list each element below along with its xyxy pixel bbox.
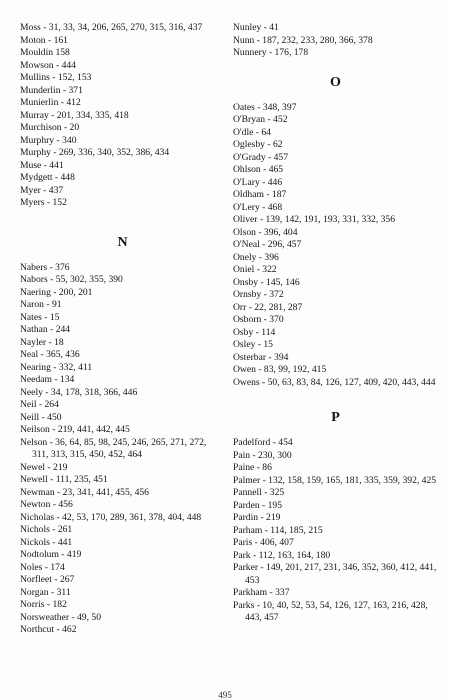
index-entry: Newel - 219 xyxy=(20,461,68,473)
index-column-right xyxy=(233,22,438,625)
index-entry: Needam - 134 xyxy=(20,374,75,385)
index-entry: Nates - 15 xyxy=(20,311,60,323)
index-entry: Myers - 152 xyxy=(20,197,67,208)
index-entry: Nelson - 36, 64, 85, 98, 245, 246, 265, 271, 272, 311, 313, 315, 450, 452, 464 xyxy=(20,436,207,460)
section-letter-heading: N xyxy=(117,234,128,250)
index-entry: Neilson - 219, 441, 442, 445 xyxy=(20,424,130,435)
index-entry: Parham - 114, 185, 215 xyxy=(233,524,323,536)
index-entry: Norgan - 311 xyxy=(20,586,71,598)
index-entry: O'Lary - 446 xyxy=(233,176,283,188)
index-entry: Munderlin - 371 xyxy=(20,84,83,96)
index-entry: Oglesby - 62 xyxy=(233,139,283,150)
index-entry: Parden - 195 xyxy=(233,499,283,511)
index-entry: Padelford - 454 xyxy=(233,437,293,448)
index-entry: Parks - 10, 40, 52, 53, 54, 126, 127, 163, 216, 428, 443, 457 xyxy=(233,599,428,623)
index-entry: O'Bryan - 452 xyxy=(233,114,288,125)
index-entry: Palmer - 132, 158, 159, 165, 181, 335, 359, 392, 425 xyxy=(233,474,437,486)
index-entry: Murchison - 20 xyxy=(20,122,80,133)
index-entry: Nunley - 41 xyxy=(233,22,279,33)
index-entry: Newell - 111, 235, 451 xyxy=(20,474,108,485)
index-column-left xyxy=(20,22,225,637)
index-entry: Northcut - 462 xyxy=(20,624,77,635)
index-entry: Olson - 396, 404 xyxy=(233,226,298,238)
index-entry: Orr - 22, 281, 287 xyxy=(233,301,303,313)
index-entry: Park - 112, 163, 164, 180 xyxy=(233,549,331,561)
index-entry: Oliver - 139, 142, 191, 193, 331, 332, 356 xyxy=(233,214,396,225)
index-entry: Mouldin 158 xyxy=(20,47,70,58)
index-entry: Oates - 348, 397 xyxy=(233,101,297,113)
index-entry: Nickols - 441 xyxy=(20,536,73,548)
index-entry: Naron - 91 xyxy=(20,299,62,310)
index-entry: Nayler - 18 xyxy=(20,336,64,348)
index-entry: Neil - 264 xyxy=(20,399,59,410)
index-entry: Mowson - 444 xyxy=(20,59,76,71)
index-entry: Oldham - 187 xyxy=(233,189,287,200)
index-entry: Nunn - 187, 232, 233, 280, 366, 378 xyxy=(233,34,373,46)
index-entry: Muse - 441 xyxy=(20,159,64,171)
index-entry: Nathan - 244 xyxy=(20,324,71,335)
index-entry: Mydgett - 448 xyxy=(20,172,75,183)
index-entry: Pardin - 219 xyxy=(233,512,281,523)
index-entry: Onsby - 145, 146 xyxy=(233,276,300,288)
section-spacer xyxy=(233,389,438,407)
index-entry: Ohlson - 465 xyxy=(233,164,284,175)
index-entry: O'Grady - 457 xyxy=(233,151,289,163)
section-spacer xyxy=(20,254,225,262)
section-spacer xyxy=(233,60,438,72)
index-entry: Norfleet - 267 xyxy=(20,574,75,585)
index-entry: Nodtolum - 419 xyxy=(20,549,82,560)
index-entry: Nabors - 55, 302, 355, 390 xyxy=(20,274,123,285)
index-entry: Nichols - 261 xyxy=(20,524,73,535)
index-entry: Murray - 201, 334, 335, 418 xyxy=(20,109,129,121)
index-entry: Nabers - 376 xyxy=(20,261,70,273)
index-entry: Neill - 450 xyxy=(20,411,62,423)
index-entry: Munierlin - 412 xyxy=(20,97,81,108)
index-entry: Pain - 230, 300 xyxy=(233,449,292,461)
index-entry: Osborn - 370 xyxy=(233,314,284,325)
index-entry: Myer - 437 xyxy=(20,184,64,196)
section-spacer xyxy=(233,429,438,437)
index-entry: Paris - 406, 407 xyxy=(233,537,294,548)
index-entry: Nunnery - 176, 178 xyxy=(233,47,309,58)
section-spacer xyxy=(233,94,438,102)
index-entry: Ornsby - 372 xyxy=(233,289,284,300)
index-entry: Newton - 456 xyxy=(20,499,73,510)
index-entry: Noles - 174 xyxy=(20,561,65,573)
index-entry: Osterbar - 394 xyxy=(233,351,289,363)
index-entry: Moss - 31, 33, 34, 206, 265, 270, 315, 316, 437 xyxy=(20,22,203,33)
index-entry: O'Lery - 468 xyxy=(233,201,283,213)
index-entry: Parker - 149, 201, 217, 231, 346, 352, 360, 412, 441, 453 xyxy=(233,562,437,586)
section-spacer xyxy=(20,210,225,232)
index-entry: Parkham - 337 xyxy=(233,587,290,598)
index-entry: Paine - 86 xyxy=(233,462,272,473)
index-entry: Norsweather - 49, 50 xyxy=(20,611,101,623)
section-letter-heading: P xyxy=(331,410,340,425)
index-entry: Owens - 50, 63, 83, 84, 126, 127, 409, 420, 443, 444 xyxy=(233,376,436,388)
index-entry: Onely - 396 xyxy=(233,251,279,263)
index-entry: Naering - 200, 201 xyxy=(20,286,93,298)
index-entry: Nearing - 332, 411 xyxy=(20,361,93,373)
index-entry: O'Neal - 296, 457 xyxy=(233,239,302,250)
index-entry: Neely - 34, 178, 318, 366, 446 xyxy=(20,386,138,398)
index-entry: Murphry - 340 xyxy=(20,134,77,146)
index-entry: Murphy - 269, 336, 340, 352, 386, 434 xyxy=(20,147,170,158)
section-letter-heading: O xyxy=(330,74,341,90)
index-entry: Osley - 15 xyxy=(233,339,273,350)
page-number: 495 xyxy=(218,690,232,700)
index-entry: Neal - 365, 436 xyxy=(20,349,80,360)
index-entry: Norris - 182 xyxy=(20,599,67,610)
index-entry: Pannell - 325 xyxy=(233,487,285,498)
index-entry: Mullins - 152, 153 xyxy=(20,72,92,83)
index-entry: Nicholas - 42, 53, 170, 289, 361, 378, 404, 448 xyxy=(20,511,202,523)
index-entry: Owen - 83, 99, 192, 415 xyxy=(233,364,327,375)
index-entry: O'dle - 64 xyxy=(233,126,271,138)
index-entry: Newman - 23, 341, 441, 455, 456 xyxy=(20,486,149,498)
index-entry: Moton - 161 xyxy=(20,34,68,46)
index-entry: Oniel - 322 xyxy=(233,264,277,275)
index-entry: Osby - 114 xyxy=(233,326,276,338)
